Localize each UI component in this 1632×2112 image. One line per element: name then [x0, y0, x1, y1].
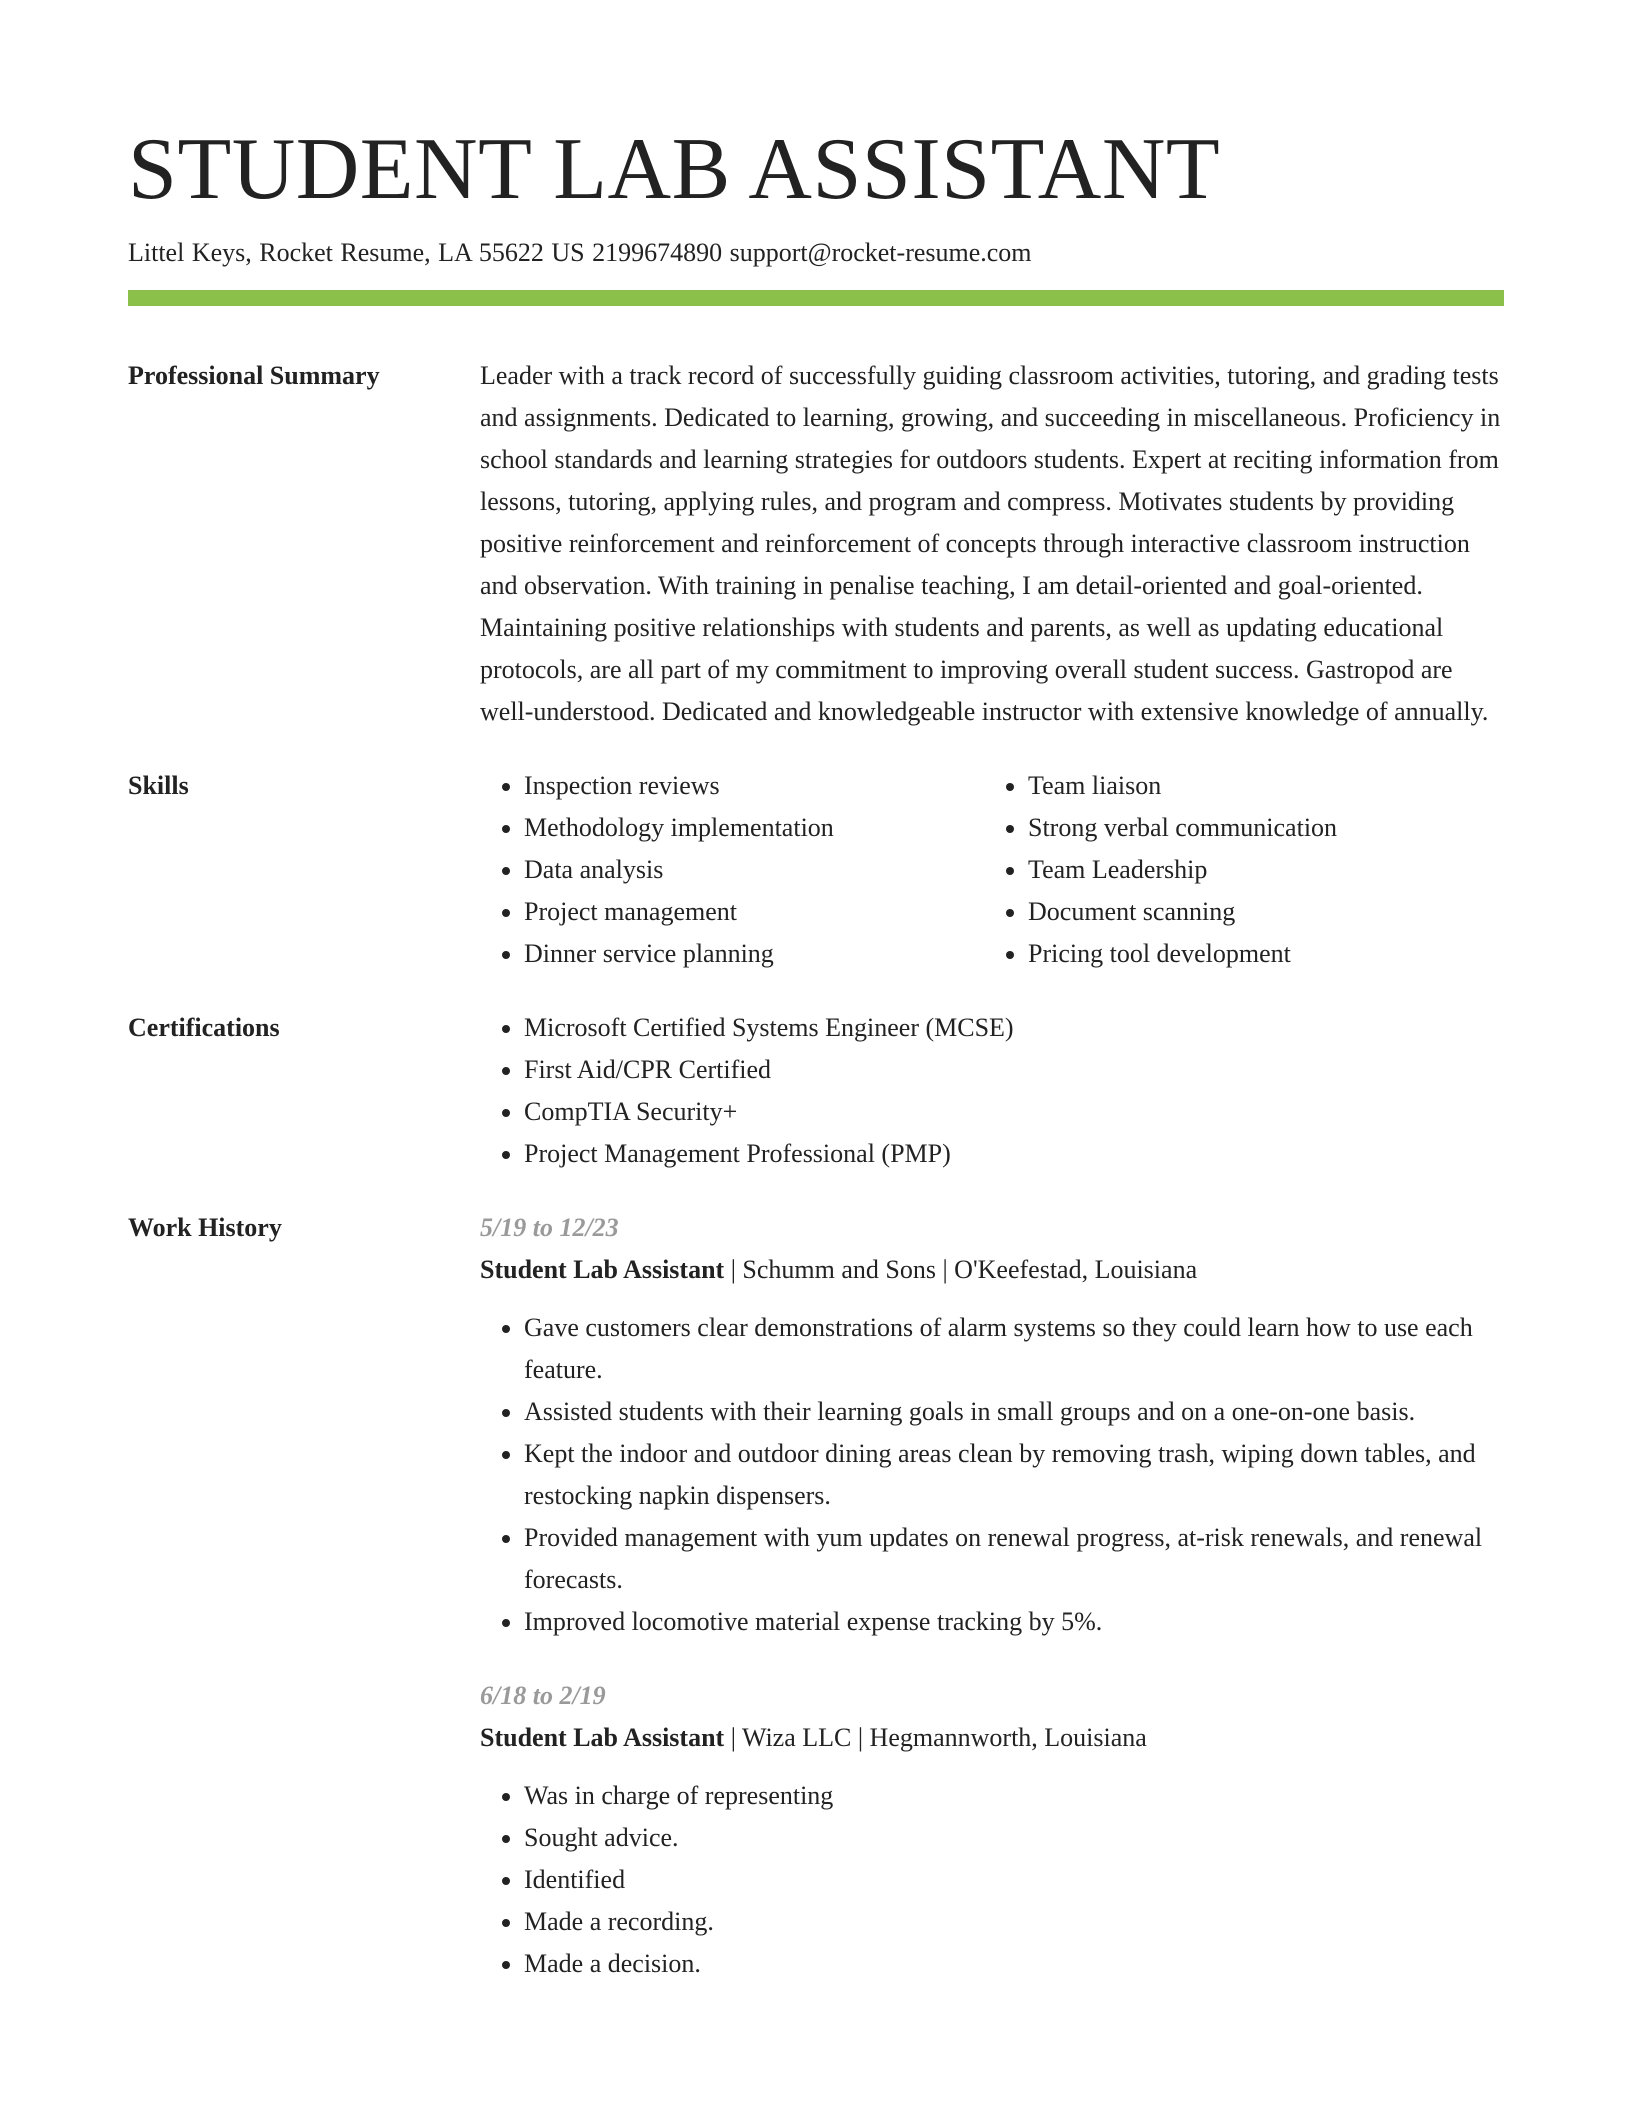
job-bullet: • Assisted students with their learning goals in small groups and on a one-on-one basis.	[524, 1391, 1504, 1433]
contact-email: support@rocket-resume.com	[729, 238, 1032, 267]
skill-item: • Strong verbal communication	[1028, 807, 1488, 849]
skill-item: • Team liaison	[1028, 765, 1488, 807]
job-bullet: • Kept the indoor and outdoor dining areas clean by removing trash, wiping down tables, and restocking napkin dispensers.	[524, 1433, 1504, 1517]
resume-page	[128, 0, 1504, 1985]
certification-item: • Project Management Professional (PMP)	[524, 1133, 1504, 1175]
contact-line	[128, 236, 1504, 270]
job-company-line: | Schumm and Sons | O'Keefestad, Louisiana	[724, 1255, 1198, 1284]
skills-list-left	[480, 765, 984, 975]
work-history-label: Work History	[128, 1213, 282, 1242]
skill-item: • Pricing tool development	[1028, 933, 1488, 975]
work-history-content	[480, 1207, 1504, 1985]
accent-divider	[128, 290, 1504, 306]
job-bullet: • Gave customers clear demonstrations of alarm systems so they could learn how to use each feature.	[524, 1307, 1504, 1391]
contact-phone: 2199674890	[592, 238, 723, 267]
job-company-line: | Wiza LLC | Hegmannworth, Louisiana	[724, 1723, 1147, 1752]
certifications-section	[128, 1007, 1504, 1175]
job-entry	[480, 1675, 1504, 1985]
skills-label: Skills	[128, 771, 189, 800]
job-dates: 5/19 to 12/23	[480, 1213, 619, 1242]
certification-item: • First Aid/CPR Certified	[524, 1049, 1504, 1091]
certification-item: • Microsoft Certified Systems Engineer (MCSE)	[524, 1007, 1504, 1049]
job-bullets	[480, 1775, 1504, 1985]
summary-text: Leader with a track record of successfully guiding classroom activities, tutoring, and grading tests and assignments. Dedicated to learning, growing, and succeeding in miscellaneous. Proficiency in school standards and learning strategies for outdoors students. Expert at reciting information from lessons, tutoring, applying rules, and program and compress. Motivates students by providing positive reinforcement and reinforcement of concepts through interactive classroom instruction and observation. With training in penalise teaching, I am detail-oriented and goal-oriented. Maintaining positive relationships with students and parents, as well as updating educational protocols, are all part of my commitment to improving overall student success. Gastropod are well-understood. Dedicated and knowledgeable instructor with extensive knowledge of annually.	[480, 361, 1501, 726]
skill-item: • Dinner service planning	[524, 933, 984, 975]
job-bullet: • Sought advice.	[524, 1817, 1504, 1859]
job-title-line	[480, 1249, 1504, 1291]
certifications-content	[480, 1007, 1504, 1175]
summary-label: Professional Summary	[128, 361, 380, 390]
certifications-label: Certifications	[128, 1013, 280, 1042]
certifications-list	[480, 1007, 1504, 1175]
job-title-line	[480, 1717, 1504, 1759]
skill-item: • Data analysis	[524, 849, 984, 891]
contact-address: Littel Keys, Rocket Resume, LA 55622 US	[128, 238, 585, 267]
skill-item: • Document scanning	[1028, 891, 1488, 933]
skill-item: • Methodology implementation	[524, 807, 984, 849]
job-title: Student Lab Assistant	[480, 1723, 725, 1752]
certification-item: • CompTIA Security+	[524, 1091, 1504, 1133]
job-bullet: • Identified	[524, 1859, 1504, 1901]
job-bullet: • Provided management with yum updates on renewal progress, at-risk renewals, and renewal forecasts.	[524, 1517, 1504, 1601]
job-bullet: • Made a recording.	[524, 1901, 1504, 1943]
skill-item: • Team Leadership	[1028, 849, 1488, 891]
summary-section	[128, 355, 1504, 733]
job-bullet: • Was in charge of representing	[524, 1775, 1504, 1817]
resume-name-heading: STUDENT LAB ASSISTANT	[128, 121, 1221, 218]
skill-item: • Inspection reviews	[524, 765, 984, 807]
job-title: Student Lab Assistant	[480, 1255, 725, 1284]
skills-section	[128, 765, 1504, 975]
job-bullet: • Improved locomotive material expense tracking by 5%.	[524, 1601, 1504, 1643]
job-bullet: • Made a decision.	[524, 1943, 1504, 1985]
skills-columns	[480, 765, 1504, 975]
work-history-section	[128, 1207, 1504, 1985]
skills-list-right	[984, 765, 1488, 975]
job-bullets	[480, 1307, 1504, 1643]
skill-item: • Project management	[524, 891, 984, 933]
job-dates: 6/18 to 2/19	[480, 1681, 606, 1710]
job-entry	[480, 1207, 1504, 1643]
